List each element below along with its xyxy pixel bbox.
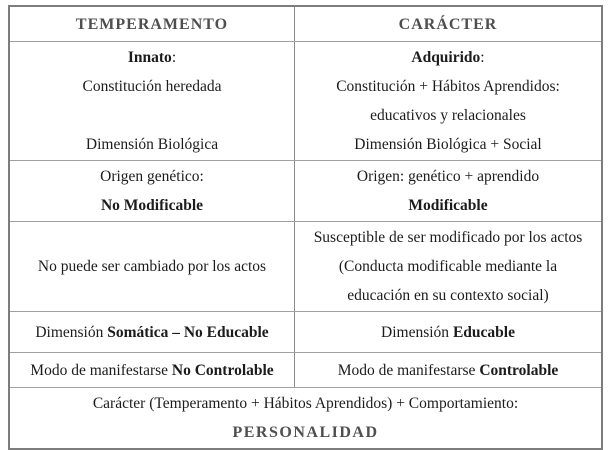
cell-modo-controlable	[295, 353, 601, 387]
cell-dimension-educable	[295, 312, 601, 352]
somatica-no-educable-bold: Somática – No Educable	[107, 323, 269, 341]
adquirido-title-colon: :	[480, 49, 485, 66]
educable-bold: Educable	[452, 323, 515, 341]
cell-modo-no-controlable	[10, 353, 295, 387]
innato-title-colon: :	[171, 49, 177, 66]
origen-left-line2	[101, 191, 203, 220]
cell-personalidad	[10, 388, 601, 448]
no-modificable-bold: No Modificable	[100, 197, 204, 214]
adquirido-line2: Constitución + Hábitos Aprendidos:	[336, 78, 560, 95]
cell-susceptible	[295, 222, 601, 311]
row-modo	[10, 352, 601, 387]
origen-right-line1: Origen: genético + aprendido	[356, 168, 540, 185]
innato-title	[128, 43, 176, 72]
dimension-right-line	[381, 318, 515, 347]
adquirido-title	[411, 43, 484, 72]
comparison-table	[8, 5, 603, 450]
row-origen	[10, 160, 601, 221]
adquirido-line3: educativos y relacionales	[370, 107, 526, 124]
adquirido-title-bold: Adquirido	[411, 49, 481, 66]
dimension-left-prefix: Dimensión	[35, 323, 108, 341]
row-dimension	[10, 311, 601, 352]
modo-left-prefix: Modo de manifestarse	[30, 361, 172, 379]
modo-right-line	[338, 356, 559, 385]
personalidad-line1: Carácter (Temperamento + Hábitos Aprendidos) + Comportamiento:	[92, 395, 519, 412]
dimension-left-line	[35, 318, 268, 347]
origen-left-line1: Origen genético:	[100, 168, 204, 185]
innato-line2: Constitución heredada	[82, 78, 222, 95]
no-controlable-bold: No Controlable	[171, 361, 274, 379]
personalidad-title: PERSONALIDAD	[232, 424, 379, 441]
actos-right-line3: educación en su contexto social)	[347, 287, 549, 304]
cell-origen-genetico	[10, 161, 295, 221]
modo-right-prefix: Modo de manifestarse	[337, 361, 480, 379]
header-label-temperamento: TEMPERAMENTO	[75, 15, 229, 33]
header-cell-temperamento	[10, 7, 295, 41]
innato-line4: Dimensión Biológica	[85, 136, 219, 153]
modo-left-line	[30, 356, 273, 385]
adquirido-line4: Dimensión Biológica + Social	[354, 136, 542, 153]
origen-right-line2	[408, 191, 487, 220]
header-label-caracter: CARÁCTER	[398, 15, 498, 33]
cell-no-cambiado	[10, 222, 295, 311]
header-row	[10, 7, 601, 41]
dimension-right-prefix: Dimensión	[381, 323, 453, 341]
innato-title-bold: Innato	[127, 49, 172, 66]
cell-adquirido	[295, 42, 601, 160]
row-personalidad	[10, 387, 601, 448]
row-innato-adquirido	[10, 41, 601, 160]
cell-dimension-somatica	[10, 312, 295, 352]
actos-left-line1: No puede ser cambiado por los actos	[37, 258, 267, 275]
controlable-bold: Controlable	[479, 361, 559, 379]
cell-origen-aprendido	[295, 161, 601, 221]
header-cell-caracter	[295, 7, 601, 41]
row-actos	[10, 221, 601, 311]
actos-right-line2: (Conducta modificable mediante la	[338, 258, 558, 275]
modificable-bold: Modificable	[408, 197, 488, 214]
cell-innato	[10, 42, 295, 160]
actos-right-line1: Susceptible de ser modificado por los actos	[313, 229, 583, 246]
